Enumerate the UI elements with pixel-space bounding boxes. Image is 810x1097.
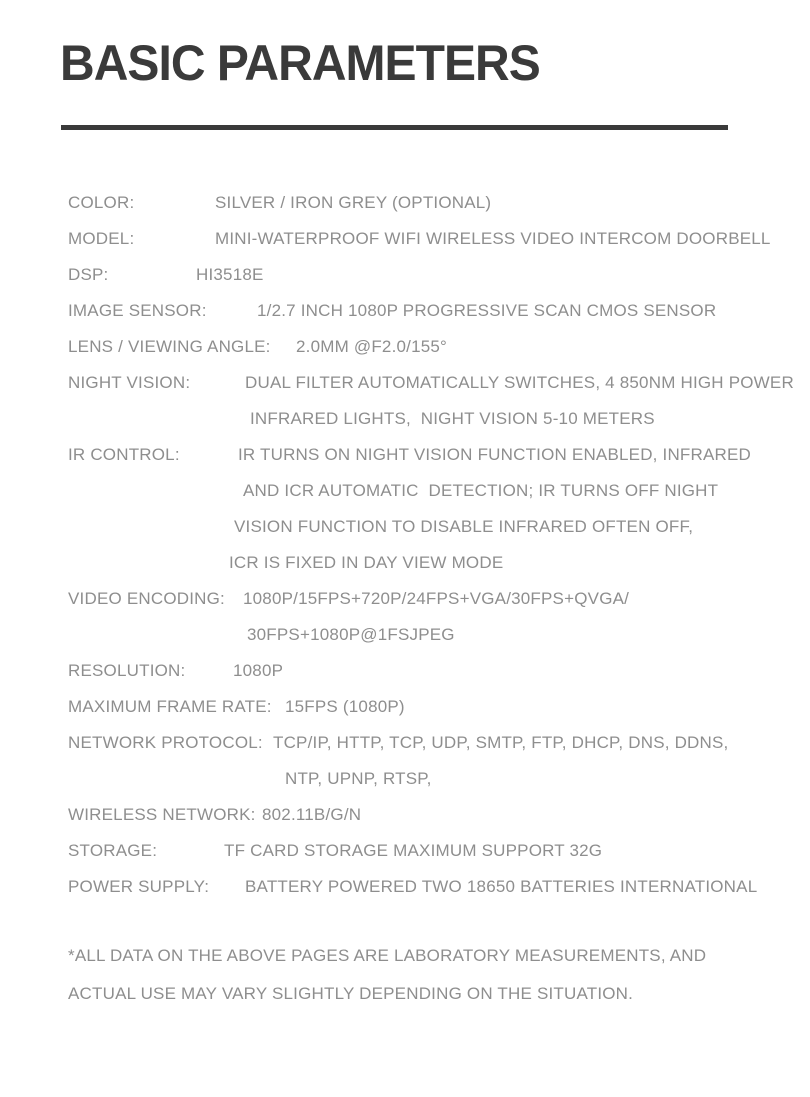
spec-row-resolution [0,661,810,683]
spec-value: SILVER / IRON GREY (OPTIONAL) [215,193,492,212]
footnote-line: *ALL DATA ON THE ABOVE PAGES ARE LABORATORY MEASUREMENTS, AND [68,946,707,965]
spec-label: DSP: [68,265,109,284]
spec-row-ir-control [0,445,810,467]
spec-label: IR CONTROL: [68,445,180,464]
spec-value: INFRARED LIGHTS, NIGHT VISION 5-10 METERS [250,409,655,428]
spec-row-storage [0,841,810,863]
spec-value: IR TURNS ON NIGHT VISION FUNCTION ENABLED, INFRARED [238,445,752,464]
page-title: BASIC PARAMETERS [60,35,540,91]
spec-label: POWER SUPPLY: [68,877,210,896]
spec-label: MAXIMUM FRAME RATE: [68,697,272,716]
spec-value: DUAL FILTER AUTOMATICALLY SWITCHES, 4 850NM HIGH POWER [245,373,794,392]
spec-value: HI3518E [196,265,264,284]
spec-label: MODEL: [68,229,135,248]
spec-value: VISION FUNCTION TO DISABLE INFRARED OFTEN OFF, [234,517,694,536]
spec-value: 15FPS (1080P) [285,697,405,716]
spec-label: RESOLUTION: [68,661,186,680]
spec-label: LENS / VIEWING ANGLE: [68,337,271,356]
spec-value: 30FPS+1080P@1FSJPEG [247,625,455,644]
spec-value: 1/2.7 INCH 1080P PROGRESSIVE SCAN CMOS SENSOR [257,301,717,320]
spec-label: IMAGE SENSOR: [68,301,207,320]
spec-value: ICR IS FIXED IN DAY VIEW MODE [229,553,504,572]
footnote-line: ACTUAL USE MAY VARY SLIGHTLY DEPENDING ON THE SITUATION. [68,984,634,1003]
spec-value: TCP/IP, HTTP, TCP, UDP, SMTP, FTP, DHCP, DNS, DDNS, [273,733,729,752]
spec-label: WIRELESS NETWORK: [68,805,256,824]
spec-row-video-encoding-continuation [0,625,810,647]
spec-row-power-supply [0,877,810,899]
spec-label: NETWORK PROTOCOL: [68,733,263,752]
spec-row-network-protocol-continuation [0,769,810,791]
spec-row-night-vision-continuation [0,409,810,431]
spec-label: VIDEO ENCODING: [68,589,225,608]
spec-row-ir-control-continuation [0,517,810,539]
spec-label: NIGHT VISION: [68,373,191,392]
spec-value: NTP, UPNP, RTSP, [285,769,432,788]
spec-value: 1080P [233,661,284,680]
spec-row-model [0,229,810,251]
spec-label: COLOR: [68,193,135,212]
spec-row-video-encoding [0,589,810,611]
title-underline [61,125,728,130]
spec-value: 1080P/15FPS+720P/24FPS+VGA/30FPS+QVGA/ [243,589,630,608]
spec-row-maximum-frame-rate [0,697,810,719]
spec-row-network-protocol [0,733,810,755]
spec-row-dsp [0,265,810,287]
spec-row-image-sensor [0,301,810,323]
spec-row-color [0,193,810,215]
spec-value: MINI-WATERPROOF WIFI WIRELESS VIDEO INTERCOM DOORBELL [215,229,771,248]
spec-row-lens-viewing-angle [0,337,810,359]
spec-row-night-vision [0,373,810,395]
spec-value: AND ICR AUTOMATIC DETECTION; IR TURNS OFF NIGHT [243,481,719,500]
spec-value: BATTERY POWERED TWO 18650 BATTERIES INTERNATIONAL [245,877,758,896]
spec-value: 2.0MM @F2.0/155° [296,337,448,356]
spec-row-ir-control-continuation [0,481,810,503]
spec-value: 802.11B/G/N [262,805,362,824]
spec-label: STORAGE: [68,841,158,860]
spec-value: TF CARD STORAGE MAXIMUM SUPPORT 32G [224,841,603,860]
spec-row-wireless-network [0,805,810,827]
spec-row-ir-control-continuation [0,553,810,575]
